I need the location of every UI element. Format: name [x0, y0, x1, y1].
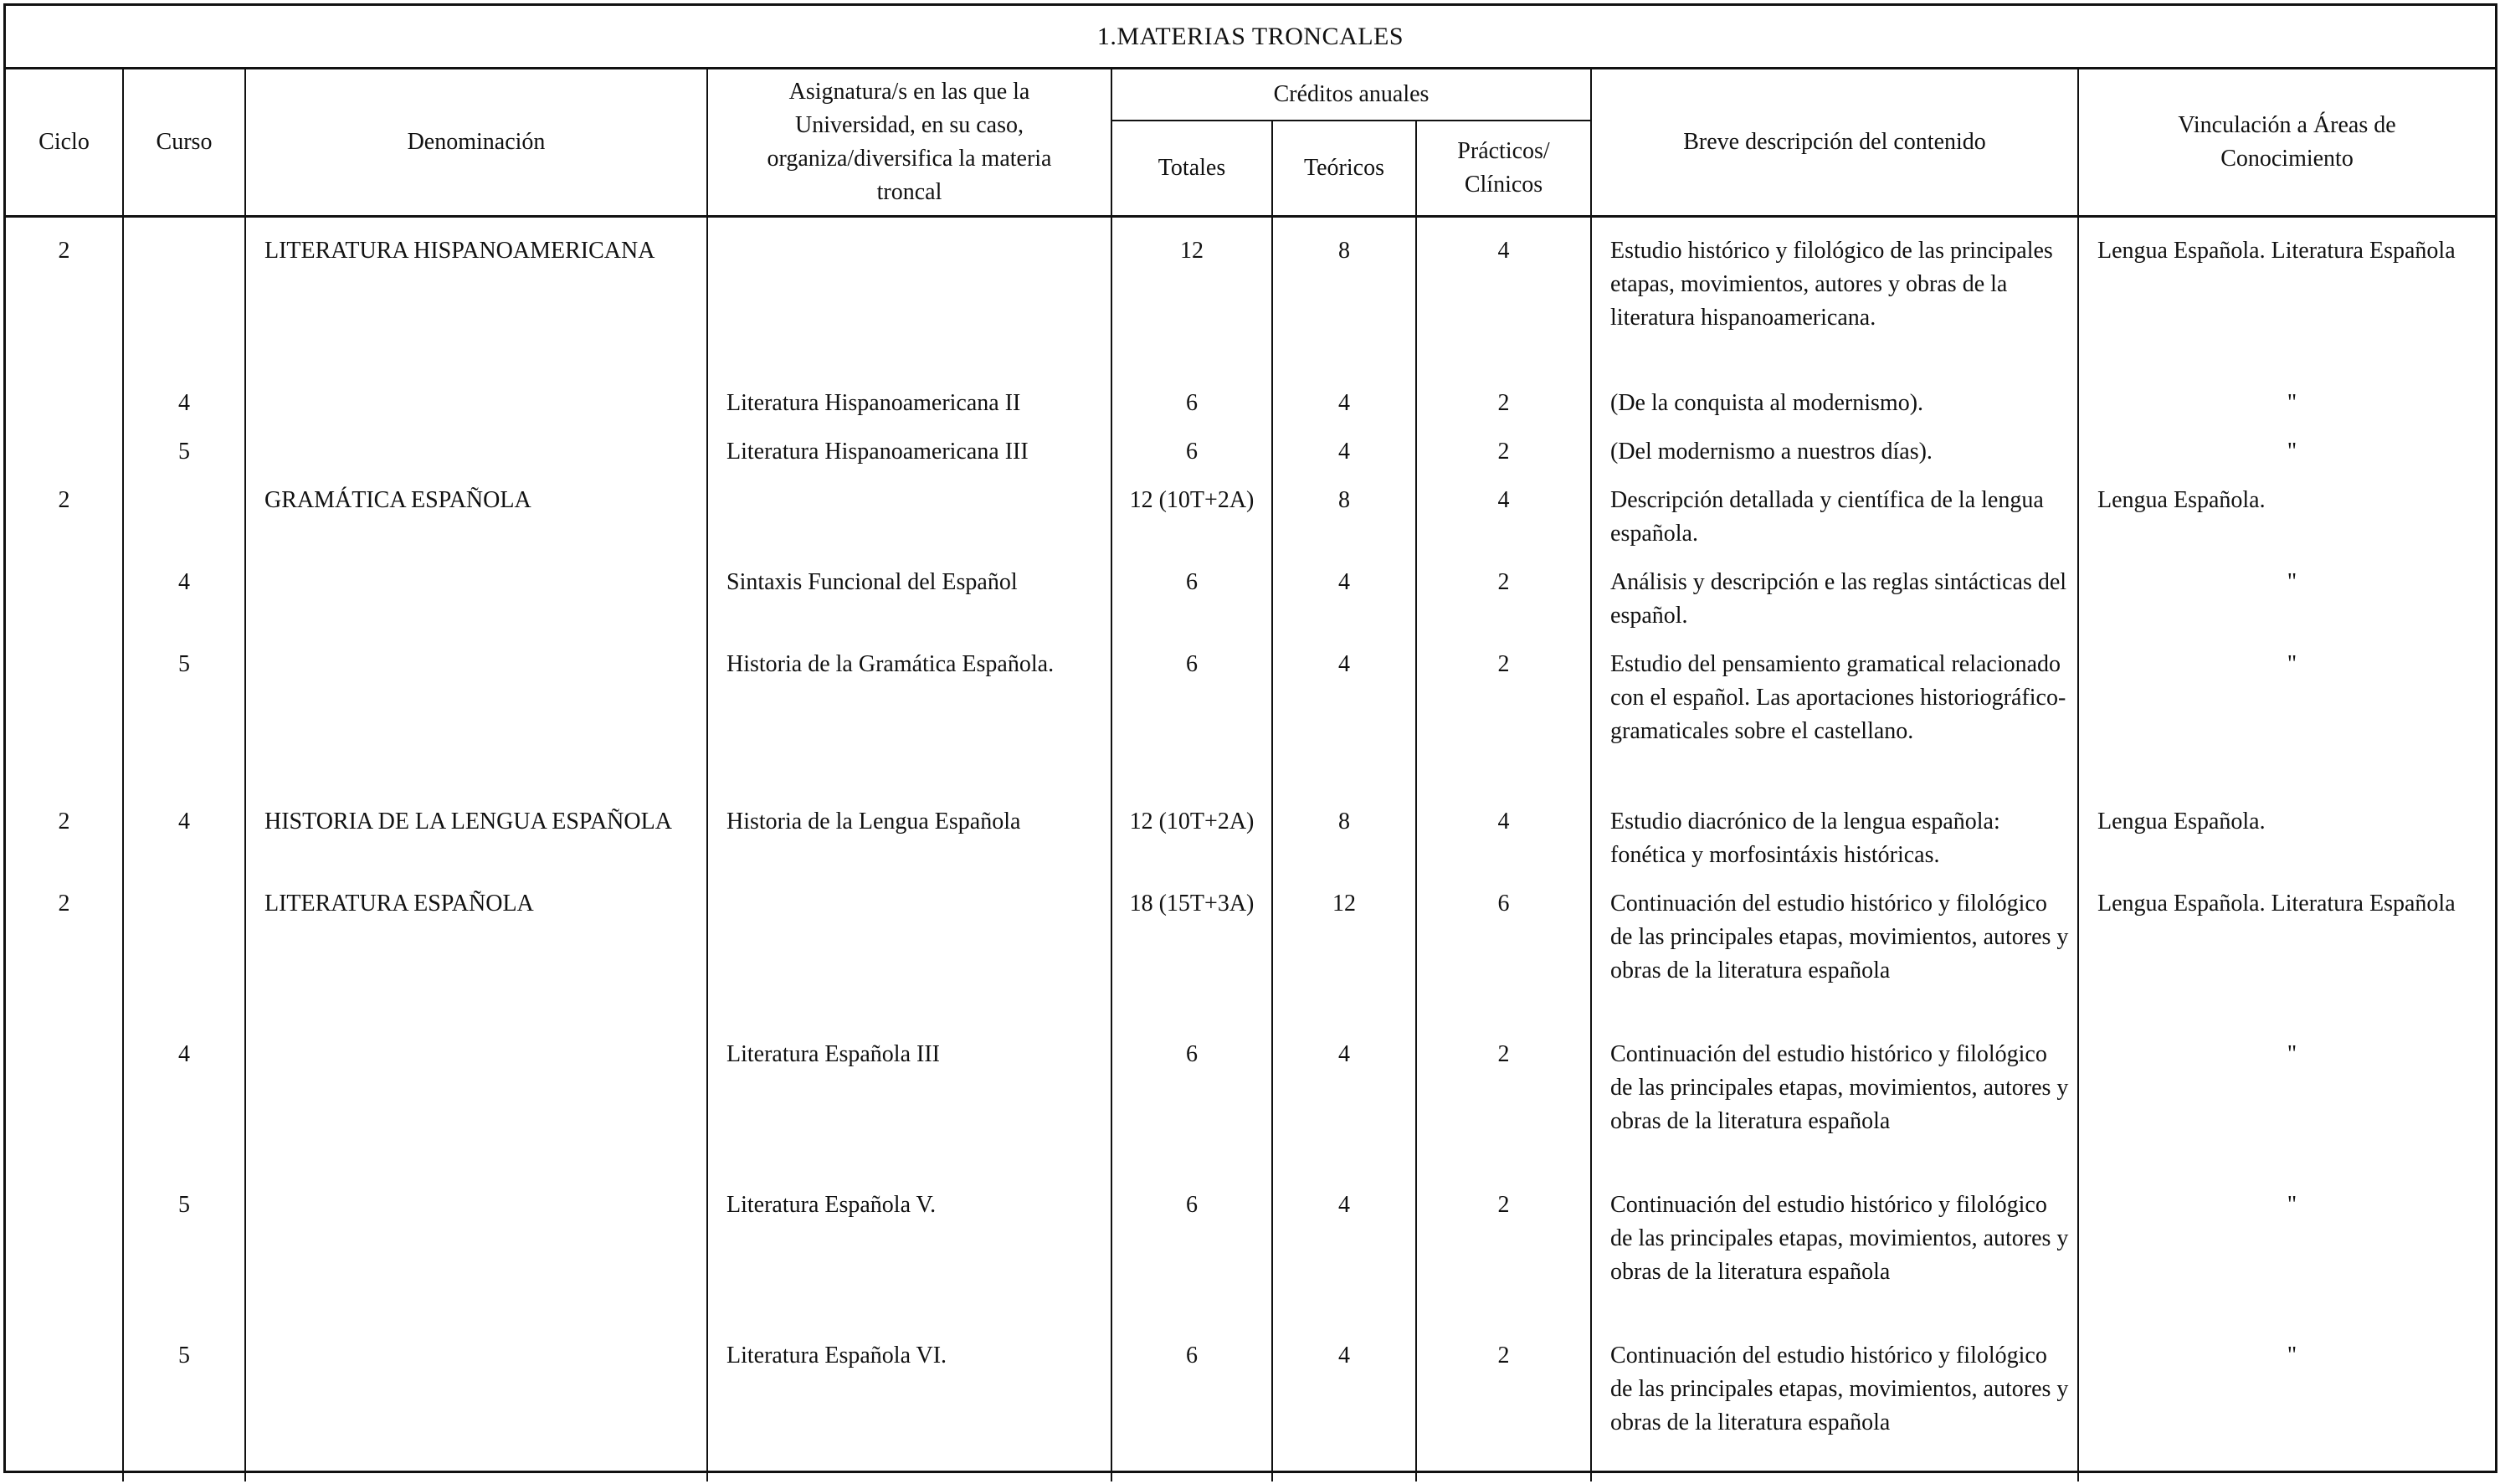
cell-ciclo	[6, 648, 123, 805]
cell-teoricos: 8	[1272, 805, 1416, 887]
cell-curso: 5	[123, 1189, 245, 1339]
cell-denominacion	[245, 566, 707, 648]
cell-teoricos: 12	[1272, 887, 1416, 1038]
table-title: 1.MATERIAS TRONCALES	[6, 6, 2495, 69]
cell-asignatura: Literatura Española V.	[707, 1189, 1111, 1339]
cell-descripcion: Análisis y descripción e las reglas sintácticas del español.	[1591, 566, 2078, 648]
cell-asignatura	[707, 234, 1111, 387]
header-practicos: Prácticos/ Clínicos	[1416, 121, 1591, 217]
cell-asignatura	[707, 887, 1111, 1038]
cell-denominacion: LITERATURA ESPAÑOLA	[245, 887, 707, 1038]
cell-teoricos: 4	[1272, 1339, 1416, 1481]
cell-teoricos: 8	[1272, 484, 1416, 566]
header-denominacion: Denominación	[245, 69, 707, 217]
cell-denominacion	[245, 387, 707, 435]
cell-teoricos: 4	[1272, 1038, 1416, 1189]
cell-vinculacion: "	[2078, 566, 2495, 648]
cell-practicos: 2	[1416, 648, 1591, 805]
header-asignatura: Asignatura/s en las que la Universidad, en su caso, organiza/diversifica la materia troncal	[707, 69, 1111, 217]
cell-denominacion: LITERATURA HISPANOAMERICANA	[245, 234, 707, 387]
cell-denominacion	[245, 435, 707, 484]
cell-curso: 4	[123, 805, 245, 887]
cell-totales: 6	[1111, 648, 1272, 805]
table-row	[6, 234, 2495, 387]
cell-descripcion: Estudio del pensamiento gramatical relacionado con el español. Las aportaciones historiográfico-gramaticales sobre el castellano.	[1591, 648, 2078, 805]
header-ciclo: Ciclo	[6, 69, 123, 217]
table-row	[6, 435, 2495, 484]
cell-asignatura: Historia de la Gramática Española.	[707, 648, 1111, 805]
cell-curso	[123, 887, 245, 1038]
cell-ciclo	[6, 435, 123, 484]
cell-ciclo	[6, 1339, 123, 1481]
cell-vinculacion: "	[2078, 1339, 2495, 1481]
cell-totales: 6	[1111, 566, 1272, 648]
cell-denominacion: HISTORIA DE LA LENGUA ESPAÑOLA	[245, 805, 707, 887]
cell-teoricos: 4	[1272, 1189, 1416, 1339]
cell-vinculacion: Lengua Española.	[2078, 484, 2495, 566]
cell-practicos: 2	[1416, 1189, 1591, 1339]
cell-curso: 4	[123, 566, 245, 648]
cell-ciclo	[6, 1189, 123, 1339]
materias-table	[6, 69, 2495, 1481]
cell-teoricos: 4	[1272, 566, 1416, 648]
cell-totales: 12 (10T+2A)	[1111, 805, 1272, 887]
header-descripcion: Breve descripción del contenido	[1591, 69, 2078, 217]
cell-ciclo: 2	[6, 887, 123, 1038]
cell-teoricos: 4	[1272, 387, 1416, 435]
cell-asignatura: Sintaxis Funcional del Español	[707, 566, 1111, 648]
cell-denominacion: GRAMÁTICA ESPAÑOLA	[245, 484, 707, 566]
cell-practicos: 2	[1416, 1038, 1591, 1189]
table-row	[6, 1038, 2495, 1189]
cell-curso	[123, 484, 245, 566]
cell-vinculacion: "	[2078, 648, 2495, 805]
cell-totales: 12	[1111, 234, 1272, 387]
cell-curso: 4	[123, 1038, 245, 1189]
cell-descripcion: (Del modernismo a nuestros días).	[1591, 435, 2078, 484]
cell-vinculacion: "	[2078, 1038, 2495, 1189]
cell-asignatura: Literatura Española III	[707, 1038, 1111, 1189]
cell-ciclo: 2	[6, 805, 123, 887]
cell-asignatura	[707, 484, 1111, 566]
cell-teoricos: 4	[1272, 648, 1416, 805]
cell-totales: 6	[1111, 435, 1272, 484]
cell-ciclo	[6, 1038, 123, 1189]
cell-descripcion: Continuación del estudio histórico y filológico de las principales etapas, movimientos, autores y obras de la literatura española	[1591, 1339, 2078, 1481]
cell-practicos: 2	[1416, 435, 1591, 484]
cell-ciclo	[6, 566, 123, 648]
cell-asignatura: Literatura Hispanoamericana III	[707, 435, 1111, 484]
cell-practicos: 2	[1416, 387, 1591, 435]
table-row	[6, 1339, 2495, 1481]
table-body	[6, 217, 2495, 1482]
table-row	[6, 566, 2495, 648]
cell-vinculacion: "	[2078, 435, 2495, 484]
cell-practicos: 2	[1416, 566, 1591, 648]
table-row	[6, 648, 2495, 805]
cell-descripcion: Continuación del estudio histórico y filológico de las principales etapas, movimientos, autores y obras de la literatura española	[1591, 887, 2078, 1038]
cell-practicos: 6	[1416, 887, 1591, 1038]
cell-asignatura: Literatura Hispanoamericana II	[707, 387, 1111, 435]
table-row	[6, 484, 2495, 566]
cell-vinculacion: Lengua Española. Literatura Española	[2078, 234, 2495, 387]
cell-teoricos: 4	[1272, 435, 1416, 484]
cell-practicos: 4	[1416, 805, 1591, 887]
cell-teoricos: 8	[1272, 234, 1416, 387]
cell-vinculacion: "	[2078, 387, 2495, 435]
cell-curso: 5	[123, 435, 245, 484]
cell-denominacion	[245, 648, 707, 805]
cell-asignatura: Historia de la Lengua Española	[707, 805, 1111, 887]
cell-totales: 6	[1111, 1038, 1272, 1189]
cell-curso	[123, 234, 245, 387]
cell-descripcion: Continuación del estudio histórico y filológico de las principales etapas, movimientos, autores y obras de la literatura española	[1591, 1038, 2078, 1189]
cell-denominacion	[245, 1189, 707, 1339]
cell-practicos: 4	[1416, 234, 1591, 387]
cell-totales: 6	[1111, 387, 1272, 435]
header-teoricos: Teóricos	[1272, 121, 1416, 217]
header-totales: Totales	[1111, 121, 1272, 217]
cell-vinculacion: Lengua Española.	[2078, 805, 2495, 887]
table-row	[6, 887, 2495, 1038]
cell-totales: 6	[1111, 1339, 1272, 1481]
materias-troncales-sheet	[3, 3, 2497, 1473]
cell-asignatura: Literatura Española VI.	[707, 1339, 1111, 1481]
cell-ciclo: 2	[6, 234, 123, 387]
cell-vinculacion: Lengua Española. Literatura Española	[2078, 887, 2495, 1038]
cell-curso: 5	[123, 1339, 245, 1481]
header-curso: Curso	[123, 69, 245, 217]
cell-descripcion: Estudio diacrónico de la lengua española: fonética y morfosintáxis históricas.	[1591, 805, 2078, 887]
cell-totales: 6	[1111, 1189, 1272, 1339]
cell-curso: 4	[123, 387, 245, 435]
table-row	[6, 805, 2495, 887]
cell-curso: 5	[123, 648, 245, 805]
cell-ciclo	[6, 387, 123, 435]
table-header	[6, 69, 2495, 217]
cell-practicos: 4	[1416, 484, 1591, 566]
cell-ciclo: 2	[6, 484, 123, 566]
cell-descripcion: Estudio histórico y filológico de las principales etapas, movimientos, autores y obras de la literatura hispanoamericana.	[1591, 234, 2078, 387]
header-vinculacion: Vinculación a Áreas de Conocimiento	[2078, 69, 2495, 217]
cell-descripcion: Descripción detallada y científica de la lengua española.	[1591, 484, 2078, 566]
cell-descripcion: (De la conquista al modernismo).	[1591, 387, 2078, 435]
header-creditos-anuales: Créditos anuales	[1111, 69, 1591, 121]
cell-denominacion	[245, 1339, 707, 1481]
cell-denominacion	[245, 1038, 707, 1189]
table-row	[6, 1189, 2495, 1339]
cell-totales: 12 (10T+2A)	[1111, 484, 1272, 566]
cell-totales: 18 (15T+3A)	[1111, 887, 1272, 1038]
cell-descripcion: Continuación del estudio histórico y filológico de las principales etapas, movimientos, autores y obras de la literatura española	[1591, 1189, 2078, 1339]
cell-practicos: 2	[1416, 1339, 1591, 1481]
table-row	[6, 387, 2495, 435]
cell-vinculacion: "	[2078, 1189, 2495, 1339]
